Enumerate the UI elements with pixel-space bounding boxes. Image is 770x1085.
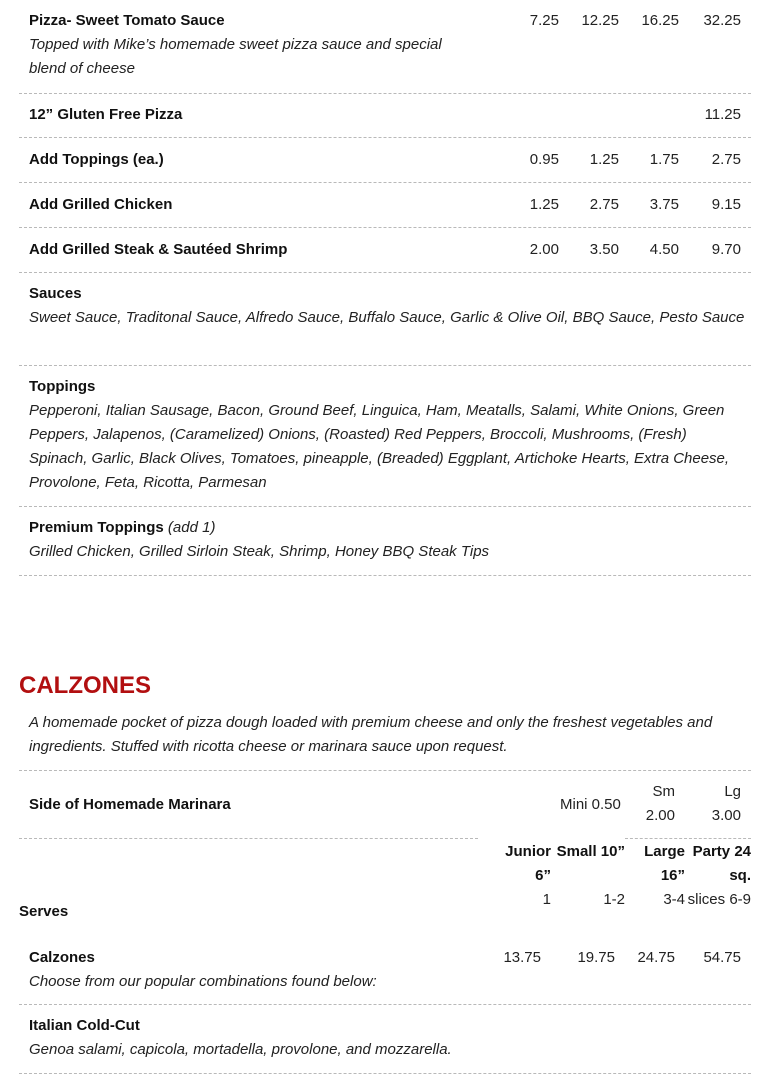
price-junior: 1.25 xyxy=(529,196,559,213)
serves-junior: 1 xyxy=(542,891,551,908)
premium-toppings-section xyxy=(19,507,751,576)
price-large: 16.25 xyxy=(641,12,679,29)
price-party: 32.25 xyxy=(703,12,741,29)
size-header-large: Large 16” xyxy=(644,843,685,884)
item-name: Calzones xyxy=(29,949,95,966)
section-title: Premium Toppings xyxy=(29,519,164,536)
size-header-junior: Junior 6” xyxy=(505,843,551,884)
marinara-lg-label: Lg xyxy=(724,783,741,800)
section-title: Toppings xyxy=(29,378,96,395)
sauces-section xyxy=(19,273,751,366)
price-small: 12.25 xyxy=(581,12,619,29)
serves-party: slices 6-9 xyxy=(687,891,751,908)
price-large: 4.50 xyxy=(649,241,679,258)
serves-small: 1-2 xyxy=(603,891,625,908)
price-large: 3.75 xyxy=(649,196,679,213)
item-name: Pizza- Sweet Tomato Sauce xyxy=(29,12,225,29)
price-junior: 2.00 xyxy=(529,241,559,258)
price-large xyxy=(619,93,679,137)
menu-item-row xyxy=(19,138,751,183)
price-small: 3.50 xyxy=(589,241,619,258)
premium-list: Grilled Chicken, Grilled Sirloin Steak, Shrimp, Honey BBQ Steak Tips xyxy=(29,543,490,560)
price-small: 1.25 xyxy=(589,151,619,168)
divider xyxy=(19,838,478,839)
price-junior: 0.95 xyxy=(529,151,559,168)
serves-large: 3-4 xyxy=(663,891,685,908)
item-name: Add Grilled Steak & Sautéed Shrimp xyxy=(29,241,288,258)
price-large: 24.75 xyxy=(637,949,675,966)
price-small: 2.75 xyxy=(589,196,619,213)
premium-note: (add 1) xyxy=(167,519,216,536)
serves-label: Serves xyxy=(19,903,69,920)
marinara-row xyxy=(19,771,751,839)
price-junior xyxy=(499,93,559,137)
item-name: Italian Cold-Cut xyxy=(29,1017,140,1034)
item-description: Topped with Mike’s homemade sweet pizza sauce and special blend of cheese xyxy=(29,36,442,77)
price-small xyxy=(559,93,619,137)
size-header-small: Small 10” xyxy=(556,843,625,860)
menu-item-row xyxy=(19,183,751,228)
price-junior: 7.25 xyxy=(529,12,559,29)
item-description: Choose from our popular combinations found below: xyxy=(29,973,377,990)
sauces-list: Sweet Sauce, Traditonal Sauce, Alfredo Sauce, Buffalo Sauce, Garlic & Olive Oil, BBQ Sauce, Pesto Sauce xyxy=(29,309,745,326)
price-small: 19.75 xyxy=(577,949,615,966)
toppings-section xyxy=(19,366,751,507)
price-party: 9.70 xyxy=(711,241,741,258)
marinara-sm-price: 2.00 xyxy=(645,807,675,824)
item-name: Add Grilled Chicken xyxy=(29,196,173,213)
section-title: Sauces xyxy=(29,285,82,302)
price-party: 9.15 xyxy=(711,196,741,213)
price-party: 54.75 xyxy=(703,949,741,966)
menu-item-row xyxy=(19,936,751,1005)
item-name: 12” Gluten Free Pizza xyxy=(29,106,183,123)
menu-item-row xyxy=(19,0,751,94)
menu-item-row xyxy=(19,93,751,138)
size-header-party: Party 24 sq. xyxy=(692,843,751,884)
item-name: Side of Homemade Marinara xyxy=(29,796,231,813)
price-party: 11.25 xyxy=(704,106,741,123)
menu-item-row xyxy=(19,228,751,273)
calzones-intro xyxy=(19,702,751,771)
marinara-mini-price: Mini 0.50 xyxy=(560,796,621,813)
price-junior: 13.75 xyxy=(503,949,541,966)
price-party: 2.75 xyxy=(711,151,741,168)
item-description: Genoa salami, capicola, mortadella, provolone, and mozzarella. xyxy=(29,1041,452,1058)
price-large: 1.75 xyxy=(649,151,679,168)
calzones-heading: CALZONES xyxy=(19,672,151,699)
marinara-lg-price: 3.00 xyxy=(711,807,741,824)
item-name: Add Toppings (ea.) xyxy=(29,151,164,168)
menu-item-row xyxy=(19,1005,751,1074)
marinara-sm-label: Sm xyxy=(652,783,675,800)
divider xyxy=(625,838,751,839)
intro-text: A homemade pocket of pizza dough loaded with premium cheese and only the freshest vegetables and ingredients. Stuffed with ricotta cheese or marinara sauce upon request. xyxy=(29,714,713,755)
toppings-list: Pepperoni, Italian Sausage, Bacon, Ground Beef, Linguica, Ham, Meatalls, Salami, White Onions, Green Peppers, Jalapenos, (Caramelized) Onions, (Roasted) Red Peppers, Broccoli, Mushrooms, (Fresh) Spinach, Garlic, Black Olives, Tomatoes, pineapple, (Breaded) Eggplant, Artichoke Hearts, Extra Cheese, Provolone, Feta, Ricotta, Parmesan xyxy=(29,402,730,491)
